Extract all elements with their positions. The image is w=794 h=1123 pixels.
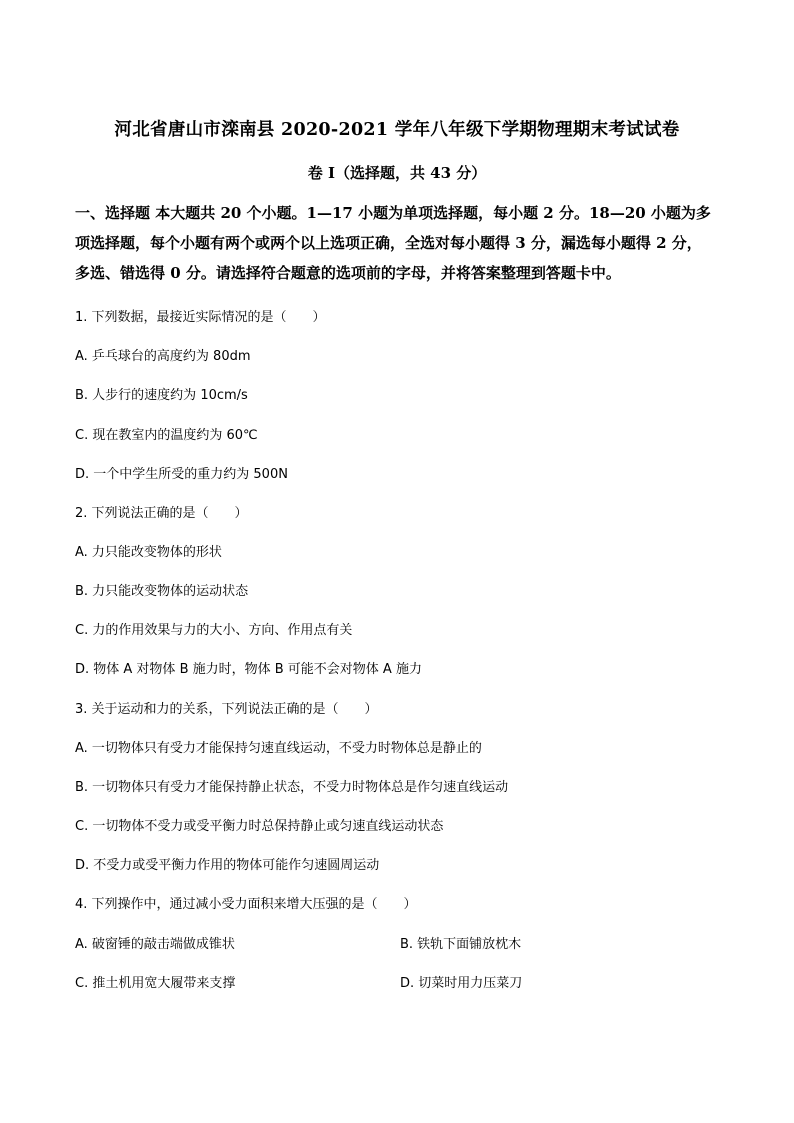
question-4-stem: 4. 下列操作中，通过减小受力面积来增大压强的是（ ） — [75, 897, 417, 912]
question-3-option-b: B. 一切物体只有受力才能保持静止状态，不受力时物体总是作匀速直线运动 — [75, 780, 509, 795]
question-3-option-c: C. 一切物体不受力或受平衡力时总保持静止或匀速直线运动状态 — [75, 819, 444, 834]
question-1-stem: 1. 下列数据，最接近实际情况的是（ ） — [75, 310, 326, 325]
question-4-option-c: C. 推土机用宽大履带来支撑 — [75, 976, 236, 991]
question-1-option-a: A. 乒乓球台的高度约为 80dm — [75, 349, 251, 364]
instruction-line: 项选择题，每个小题有两个或两个以上选项正确，全选对每小题得 3 分，漏选每小题得 2 分， — [75, 234, 702, 252]
question-2-option-c: C. 力的作用效果与力的大小、方向、作用点有关 — [75, 623, 353, 638]
question-1-option-c: C. 现在教室内的温度约为 60℃ — [75, 428, 258, 443]
section-instructions — [75, 198, 725, 288]
question-1-option-b: B. 人步行的速度约为 10cm/s — [75, 388, 248, 403]
question-3-option-a: A. 一切物体只有受力才能保持匀速直线运动，不受力时物体总是静止的 — [75, 741, 482, 756]
exam-title: 河北省唐山市滦南县 2020-2021 学年八年级下学期物理期末考试试卷 — [114, 120, 680, 140]
question-2-option-b: B. 力只能改变物体的运动状态 — [75, 584, 249, 599]
question-3-stem: 3. 关于运动和力的关系，下列说法正确的是（ ） — [75, 702, 378, 717]
instruction-line: 多选、错选得 0 分。请选择符合题意的选项前的字母，并将答案整理到答题卡中。 — [75, 264, 621, 282]
question-4-option-a: A. 破窗锤的敲击端做成锥状 — [75, 937, 235, 952]
question-3-option-d: D. 不受力或受平衡力作用的物体可能作匀速圆周运动 — [75, 858, 380, 873]
question-4-option-d: D. 切菜时用力压菜刀 — [400, 976, 523, 991]
question-2-option-a: A. 力只能改变物体的形状 — [75, 545, 222, 560]
instruction-line: 一、选择题 本大题共 20 个小题。1—17 小题为单项选择题，每小题 2 分。18—20 小题为多 — [75, 204, 711, 222]
question-2-stem: 2. 下列说法正确的是（ ） — [75, 506, 248, 521]
question-2-option-d: D. 物体 A 对物体 B 施力时，物体 B 可能不会对物体 A 施力 — [75, 662, 422, 677]
question-1-option-d: D. 一个中学生所受的重力约为 500N — [75, 467, 288, 482]
section-title: 卷 I（选择题，共 43 分） — [307, 164, 487, 182]
question-4-option-b: B. 铁轨下面铺放枕木 — [400, 937, 522, 952]
